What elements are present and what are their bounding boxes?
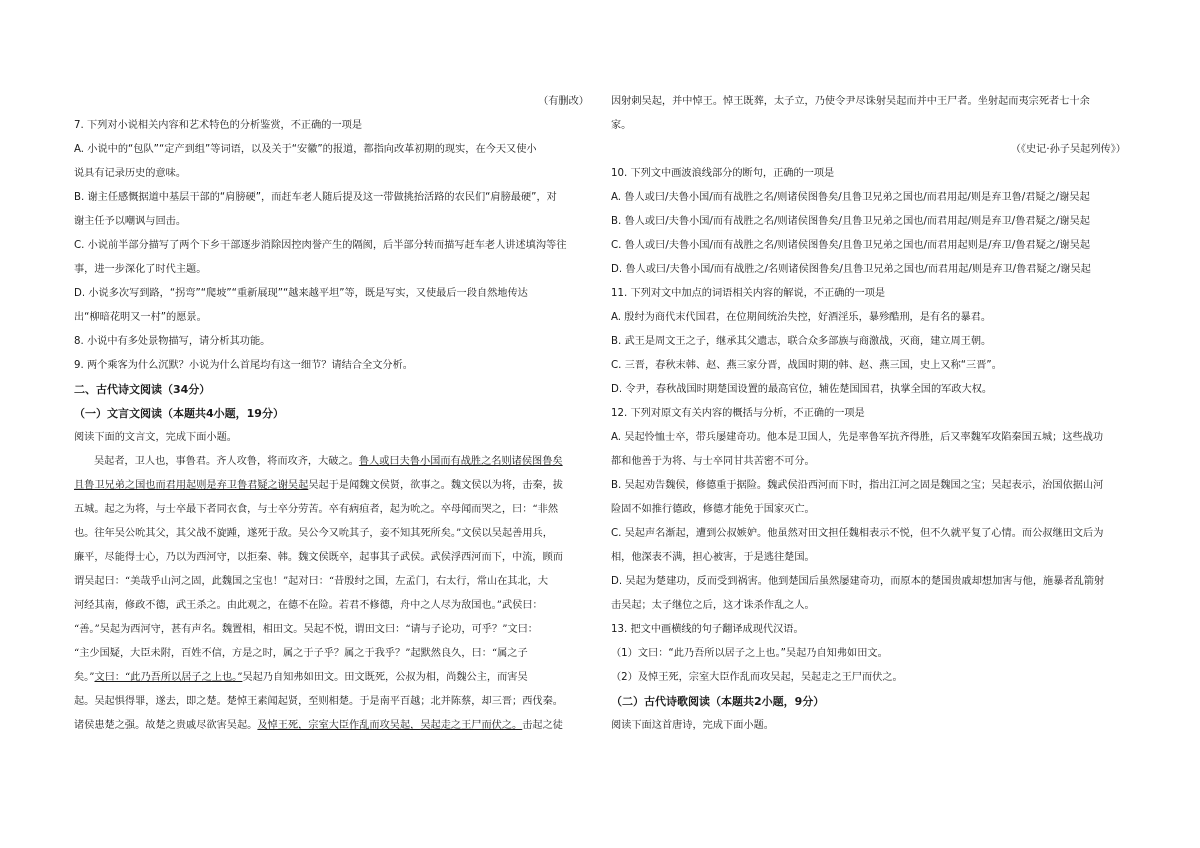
- question-7: 7. 下列对小说相关内容和艺术特色的分析鉴赏，不正确的一项是: [74, 120, 363, 131]
- q10-option-d: D. 鲁人或曰/夫鲁小国/而有战胜之/名则诸侯图鲁矣/且鲁卫兄弟之国也/而君用起/则是弃卫/鲁君疑之/谢吴起: [611, 264, 1091, 275]
- passage-text: 吴起者，卫人也，事鲁君。齐人攻鲁，将而攻齐，大破之。: [94, 456, 359, 467]
- passage-text: 吴起乃自知弗如田文。田文既死，公叔为相，尚魏公主，而害吴: [242, 672, 528, 683]
- passage-text: 诸侯患楚之强。故楚之贵戚尽欲害吴起。: [74, 720, 258, 731]
- question-8: 8. 小说中有多处景物描写，请分析其功能。: [74, 336, 271, 347]
- right-column: [611, 90, 1126, 738]
- q7-option-a: A. 小说中的“包队”“定产到组”等词语，以及关于“安徽”的报道，都指向改革初期的现实，在今天又使小: [74, 144, 537, 155]
- passage-line: 因射刺吴起，并中悼王。悼王既葬，太子立，乃使令尹尽诛射吴起而并中王尸者。坐射起而夷宗死者七十余: [611, 96, 1090, 107]
- section-heading: 二、古代诗文阅读（34分）: [74, 383, 211, 396]
- q7-option-c-cont: 事，进一步深化了时代主题。: [74, 264, 207, 275]
- passage-line: [74, 450, 589, 474]
- passage-line: 也。往年吴公吮其父，其父战不旋踵，遂死于敌。吴公今又吮其子，妾不知其死所矣。”文侯以吴起善用兵，: [74, 528, 553, 539]
- passage-text: 矣。”: [74, 672, 95, 683]
- passage-line: 河经其南，修政不德，武王杀之。由此观之，在德不在险。若君不修德，舟中之人尽为敌国也。”武侯曰：: [74, 600, 543, 611]
- underlined-sentence: 吴起走之王尸而伏之。: [420, 720, 523, 731]
- passage-line: “主少国疑，大臣未附，百姓不信，方是之时，属之于子乎？属之于我乎？”起默然良久，曰：“属之子: [74, 648, 528, 659]
- q7-option-c: C. 小说前半部分描写了两个下乡干部逐步消除因控肉誉产生的隔阂，后半部分转而描写赶车老人讲述填沟等往: [74, 240, 567, 251]
- underlined-sentence: 及悼王死，宗室大臣作乱而攻吴起，: [257, 720, 421, 731]
- q11-option-c: C. 三晋，春秋末韩、赵、燕三家分晋，战国时期的韩、赵、燕三国，史上又称“三晋”。: [611, 360, 1002, 371]
- question-9: 9. 两个乘客为什么沉默？小说为什么首尾均有这一细节？请结合全文分析。: [74, 360, 413, 371]
- underlined-sentence: 文曰：“此乃吾所以居子之上也。”: [94, 672, 243, 683]
- reading-instruction: 阅读下面的文言文，完成下面小题。: [74, 432, 237, 443]
- left-column: [74, 90, 589, 738]
- q12-option-a: A. 吴起怜恤士卒，带兵屡建奇功。他本是卫国人，先是率鲁军抗齐得胜，后又率魏军攻陷秦国五城；这些战功: [611, 432, 1104, 443]
- q10-option-a: A. 鲁人或曰/夫鲁小国/而有战胜之名/则诸侯图鲁矣/且鲁卫兄弟之国也/而君用起/则是弃卫鲁/君疑之/谢吴起: [611, 192, 1090, 203]
- q7-option-d-cont: 出“柳暗花明又一村”的愿景。: [74, 312, 207, 323]
- q12-option-d-cont: 击吴起；太子继位之后，这才诛杀作乱之人。: [611, 600, 815, 611]
- q10-option-c: C. 鲁人或曰/夫鲁小国/而有战胜之名/则诸侯图鲁矣/且鲁卫兄弟之国也/而君用起则是/弃卫/鲁君疑之/谢吴起: [611, 240, 1091, 251]
- q7-option-b: B. 谢主任感慨据道中基层干部的“肩膀硬”，而赶车老人随后提及这一带做挑抬活路的农民们“肩膀最硬”，对: [74, 192, 557, 203]
- q13-item-2: （2）及悼王死，宗室大臣作乱而攻吴起，吴起走之王尸而伏之。: [611, 672, 903, 683]
- reading-instruction: 阅读下面这首唐诗，完成下面小题。: [611, 720, 774, 731]
- question-12: 12. 下列对原文有关内容的概括与分析，不正确的一项是: [611, 408, 865, 419]
- passage-line: 谓吴起曰：“美哉乎山河之固，此魏国之宝也！”起对曰：“昔殷纣之国，左孟门，右太行，常山在其北，大: [74, 576, 549, 587]
- q7-option-a-cont: 说具有记录历史的意味。: [74, 168, 187, 179]
- passage-line: 廉平，尽能得士心，乃以为西河守，以拒秦、韩。魏文侯既卒，起事其子武侯。武侯浮西河而下，中流，顾而: [74, 552, 563, 563]
- q12-option-b-cont: 险固不如推行德政，修德才能免于国家灭亡。: [611, 504, 815, 515]
- passage-source: （《史记·孙子吴起列传》）: [1010, 144, 1126, 155]
- q12-option-c-cont: 相，他深表不满，担心被害，于是逃往楚国。: [611, 552, 815, 563]
- passage-line: “善。”吴起为西河守，甚有声名。魏置相，相田文。吴起不悦，谓田文曰：“请与子论功，可乎？”文曰：: [74, 624, 538, 635]
- q11-option-b: B. 武王是周文王之子，继承其父遗志，联合众多部族与商激战，灭商，建立周王朝。: [611, 336, 992, 347]
- passage-line: 起。吴起惧得罪，遂去，即之楚。楚悼王素闻起贤，至则相楚。于是南平百越；北并陈蔡，却三晋；西伐秦。: [74, 696, 563, 707]
- subsection-heading: （一）文言文阅读（本题共4小题，19分）: [74, 407, 284, 420]
- passage-line: 家。: [611, 120, 632, 131]
- passage-text: 吴起于是闻魏文侯贤，欲事之。魏文侯以为将，击秦，拔: [308, 480, 563, 491]
- q11-option-d: D. 令尹，春秋战国时期楚国设置的最高官位，辅佐楚国国君，执掌全国的军政大权。: [611, 384, 993, 395]
- q12-option-a-cont: 都和他善于为将、与士卒同甘共苦密不可分。: [611, 456, 815, 467]
- q12-option-c: C. 吴起声名渐起，遭到公叔嫉妒。他虽然对田文担任魏相表示不悦，但不久就平复了心情。而公叔继田文后为: [611, 528, 1104, 539]
- passage-line: 五城。起之为将，与士卒最下者同衣食，与士卒分劳苦。卒有病疽者，起为吮之。卒母闻而哭之，曰：“非然: [74, 504, 559, 515]
- passage-line: [74, 474, 589, 498]
- wavy-underlined-text: 鲁人或曰夫鲁小国而有战胜之名则诸侯图鲁矣: [358, 456, 563, 467]
- wavy-underlined-text: 且鲁卫兄弟之国也而君用起则是弃卫鲁君疑之谢吴起: [74, 480, 309, 491]
- q7-option-d: D. 小说多次写到路，“拐弯”“爬坡”“重新展现”“越来越平坦”等，既是写实，又使最后一段自然地传达: [74, 288, 528, 299]
- passage-text: 击起之徒: [522, 720, 563, 731]
- question-10: 10. 下列文中画波浪线部分的断句，正确的一项是: [611, 168, 835, 179]
- question-13: 13. 把文中画横线的句子翻译成现代汉语。: [611, 624, 804, 635]
- q10-option-b: B. 鲁人或曰/夫鲁小国/而有战胜之名/则诸侯图鲁矣/且鲁卫兄弟之国也/而君用起/则是弃卫/鲁君疑之/谢吴起: [611, 216, 1090, 227]
- q7-option-b-cont: 谢主任予以嘲讽与回击。: [74, 216, 187, 227]
- subsection-heading: （二）古代诗歌阅读（本题共2小题，9分）: [611, 695, 825, 708]
- passage-line: [74, 666, 589, 690]
- q12-option-d: D. 吴起为楚建功，反而受到祸害。他到楚国后虽然屡建奇功，而原本的楚国贵戚却想加害与他，施暴者乱箭射: [611, 576, 1105, 587]
- question-11: 11. 下列对文中加点的词语相关内容的解说，不正确的一项是: [611, 288, 886, 299]
- passage-line: [74, 714, 589, 738]
- q13-item-1: （1）文曰：“此乃吾所以居子之上也。”吴起乃自知弗如田文。: [611, 648, 888, 659]
- q12-option-b: B. 吴起劝告魏侯，修德重于据险。魏武侯沿西河而下时，指出江河之固是魏国之宝；吴起表示，治国依据山河: [611, 480, 1104, 491]
- q11-option-a: A. 殷纣为商代末代国君，在位期间统治失控，好酒淫乐，暴殄酷刑，是有名的暴君。: [611, 312, 992, 323]
- deletion-note: （有删改）: [538, 96, 589, 107]
